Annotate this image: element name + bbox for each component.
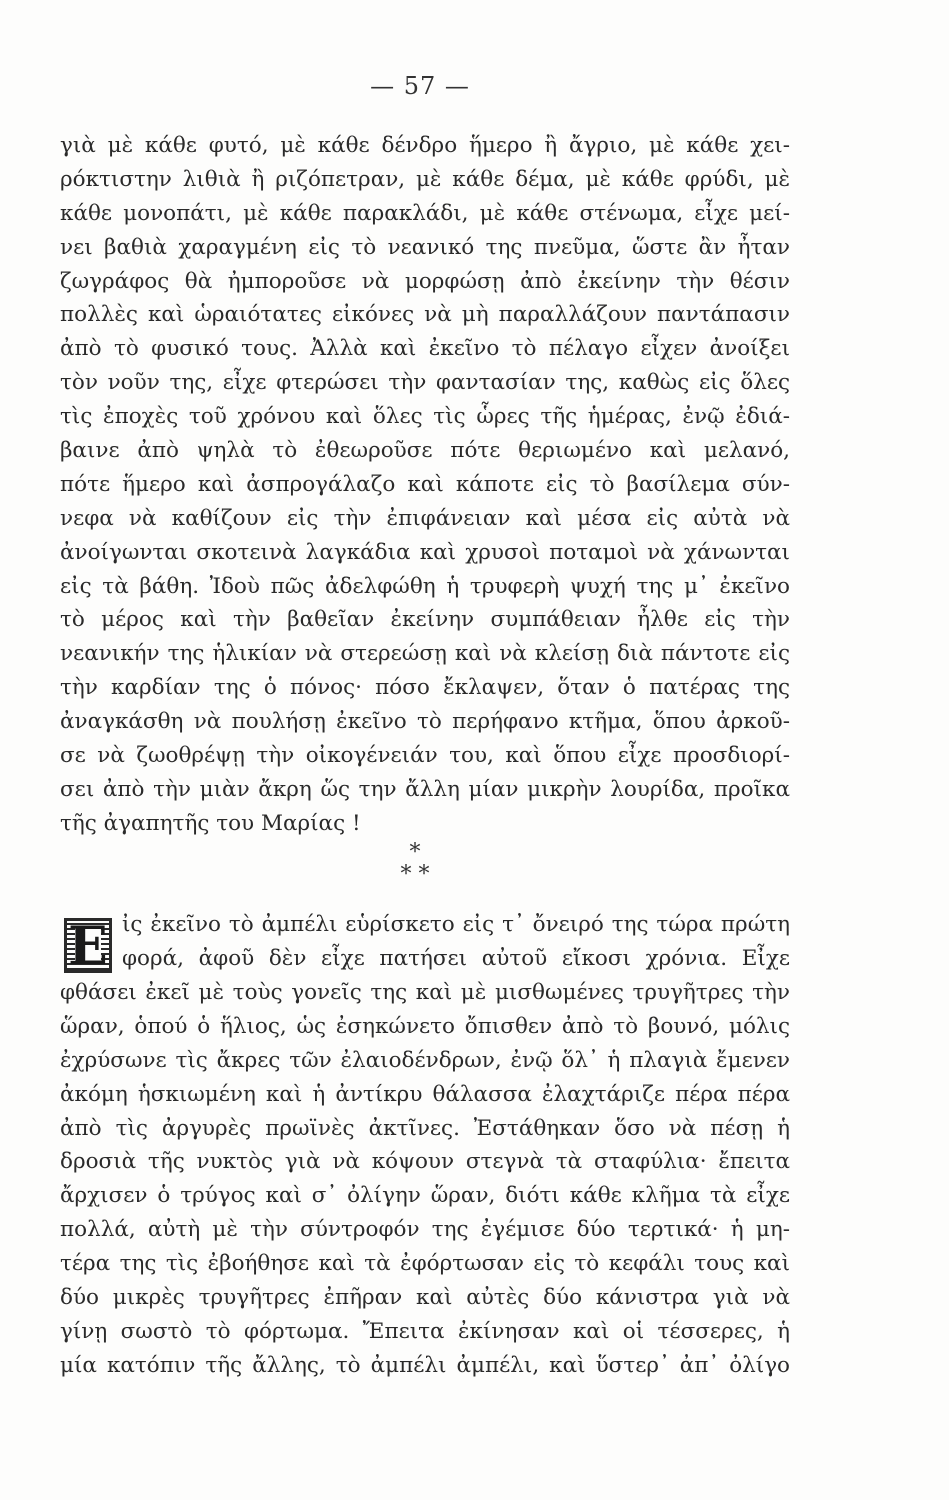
text-line: νει βαθιὰ χαραγμένη εἰς τὸ νεανικό της πνεῦμα, ὥστε ἂν ἦταν (60, 234, 790, 260)
text-line: ἐχρύσωνε τὶς ἄκρες τῶν ἐλαιοδένδρων, ἐνῷ ὅλ᾽ ἡ πλαγιὰ ἔμενεν (60, 1047, 790, 1073)
text-line: δροσιὰ τῆς νυκτὸς γιὰ νὰ κόψουν στεγνὰ τὰ σταφύλια· ἔπειτα (60, 1149, 790, 1175)
text-line: τὴν καρδίαν της ὁ πόνος· πόσο ἔκλαψεν, ὅταν ὁ πατέρας της (60, 675, 790, 701)
drop-cap-letter: Ε (68, 916, 108, 977)
asterism-text: * * * (400, 840, 430, 887)
paragraph-2-indented (122, 908, 790, 976)
text-line: γιὰ μὲ κάθε φυτό, μὲ κάθε δένδρο ἥμερο ἢ ἄγριο, μὲ κάθε χει- (60, 133, 790, 158)
text-line: ἀνοίγωνται σκοτεινὰ λαγκάδια καὶ χρυσοὶ ποταμοὶ νὰ χάνωνται (60, 539, 790, 565)
text-line: ὥραν, ὁπού ὁ ἥλιος, ὡς ἐσηκώνετο ὄπισθεν ἀπὸ τὸ βουνό, μόλις (60, 1013, 790, 1039)
text-line: ἀπὸ τὶς ἀργυρὲς πρωϊνὲς ἀκτῖνες. Ἐστάθηκαν ὅσο νὰ πέσῃ ἡ (60, 1115, 790, 1141)
text-line: ζωγράφος θὰ ἠμποροῦσε νὰ μορφώσῃ ἀπὸ ἐκείνην τὴν θέσιν (60, 268, 790, 294)
drop-cap (64, 916, 112, 977)
paragraph-2 (60, 976, 790, 1383)
text-line: ἄρχισεν ὁ τρύγος καὶ σ᾽ ὀλίγην ὥραν, διότι κάθε κλῆμα τὰ εἶχε (60, 1183, 790, 1209)
text-line: πολλὲς καὶ ὡραιότατες εἰκόνες νὰ μὴ παραλλάζουν παντάπασιν (60, 302, 790, 328)
text-line: εἰς τὰ βάθη. Ἰδοὺ πῶς ἀδελφώθη ἡ τρυφερὴ ψυχή της μ᾽ ἐκεῖνο (60, 573, 790, 599)
paragraph-1 (60, 129, 790, 841)
text-line: νεανικήν της ἡλικίαν νὰ στερεώσῃ καὶ νὰ κλείσῃ διὰ πάντοτε εἰς (60, 641, 790, 667)
text-line: τὸ μέρος καὶ τὴν βαθεῖαν ἐκείνην συμπάθειαν ἦλθε εἰς τὴν (60, 607, 790, 633)
section-asterism (395, 842, 435, 886)
text-line: νεφα νὰ καθίζουν εἰς τὴν ἐπιφάνειαν καὶ μέσα εἰς αὐτὰ νὰ (60, 505, 790, 531)
text-line: ἰς ἐκεῖνο τὸ ἀμπέλι εὑρίσκετο εἰς τ᾽ ὄνειρό της τώρα πρώτη (122, 912, 790, 937)
text-line: μία κατόπιν τῆς ἄλλης, τὸ ἀμπέλι ἀμπέλι, καὶ ὕστερ᾽ ἀπ᾽ ὀλίγο (60, 1352, 790, 1378)
text-line: τὸν νοῦν της, εἶχε φτερώσει τὴν φαντασίαν της, καθὼς εἰς ὅλες (60, 370, 790, 396)
text-line: γίνῃ σωστὸ τὸ φόρτωμα. Ἔπειτα ἐκίνησαν καὶ οἱ τέσσερες, ἡ (60, 1318, 790, 1344)
text-line: ρόκτιστην λιθιὰ ἢ ριζόπετραν, μὲ κάθε δέμα, μὲ κάθε φρύδι, μὲ (60, 166, 790, 192)
text-line: φορά, ἀφοῦ δὲν εἶχε πατήσει αὐτοῦ εἴκοσι χρόνια. Εἶχε (122, 945, 790, 971)
text-line: σει ἀπὸ τὴν μιὰν ἄκρη ὥς την ἄλλη μίαν μικρὴν λουρίδα, προῖκα (60, 776, 790, 802)
page-number: — 57 — (370, 72, 470, 100)
text-line: ἀκόμη ἡσκιωμένη καὶ ἡ ἀντίκρυ θάλασσα ἐλαχτάριζε πέρα πέρα (60, 1081, 790, 1107)
text-line: φθάσει ἐκεῖ μὲ τοὺς γονεῖς της καὶ μὲ μισθωμένες τρυγῆτρες τὴν (60, 980, 790, 1005)
text-line: ἀπὸ τὸ φυσικό τους. Ἀλλὰ καὶ ἐκεῖνο τὸ πέλαγο εἶχεν ἀνοίξει (60, 336, 790, 362)
text-line: τῆς ἀγαπητῆς του Μαρίας ! (60, 810, 361, 836)
text-line: κάθε μονοπάτι, μὲ κάθε παρακλάδι, μὲ κάθε στένωμα, εἶχε μεί- (60, 200, 790, 226)
text-line: πότε ἥμερο καὶ ἀσπρογάλαζο καὶ κάποτε εἰς τὸ βασίλεμα σύν- (60, 471, 790, 497)
text-line: σε νὰ ζωοθρέψῃ τὴν οἰκογένειάν του, καὶ ὅπου εἶχε προσδιορί- (60, 743, 790, 769)
text-line: τὶς ἐποχὲς τοῦ χρόνου καὶ ὅλες τὶς ὧρες τῆς ἡμέρας, ἐνῷ ἐδιά- (60, 404, 790, 430)
text-line: τέρα της τὶς ἐβοήθησε καὶ τὰ ἐφόρτωσαν εἰς τὸ κεφάλι τους καὶ (60, 1251, 790, 1277)
text-line: δύο μικρὲς τρυγῆτρες ἐπῆραν καὶ αὐτὲς δύο κάνιστρα γιὰ νὰ (60, 1285, 790, 1311)
text-line: βαινε ἀπὸ ψηλὰ τὸ ἐθεωροῦσε πότε θεριωμένο καὶ μελανό, (60, 438, 790, 464)
text-line: πολλά, αὐτὴ μὲ τὴν σύντροφόν της ἐγέμισε δύο τερτικά· ἡ μη- (60, 1217, 790, 1243)
text-line: ἀναγκάσθη νὰ πουλήσῃ ἐκεῖνο τὸ περήφανο κτῆμα, ὅπου ἀρκοῦ- (60, 709, 790, 735)
